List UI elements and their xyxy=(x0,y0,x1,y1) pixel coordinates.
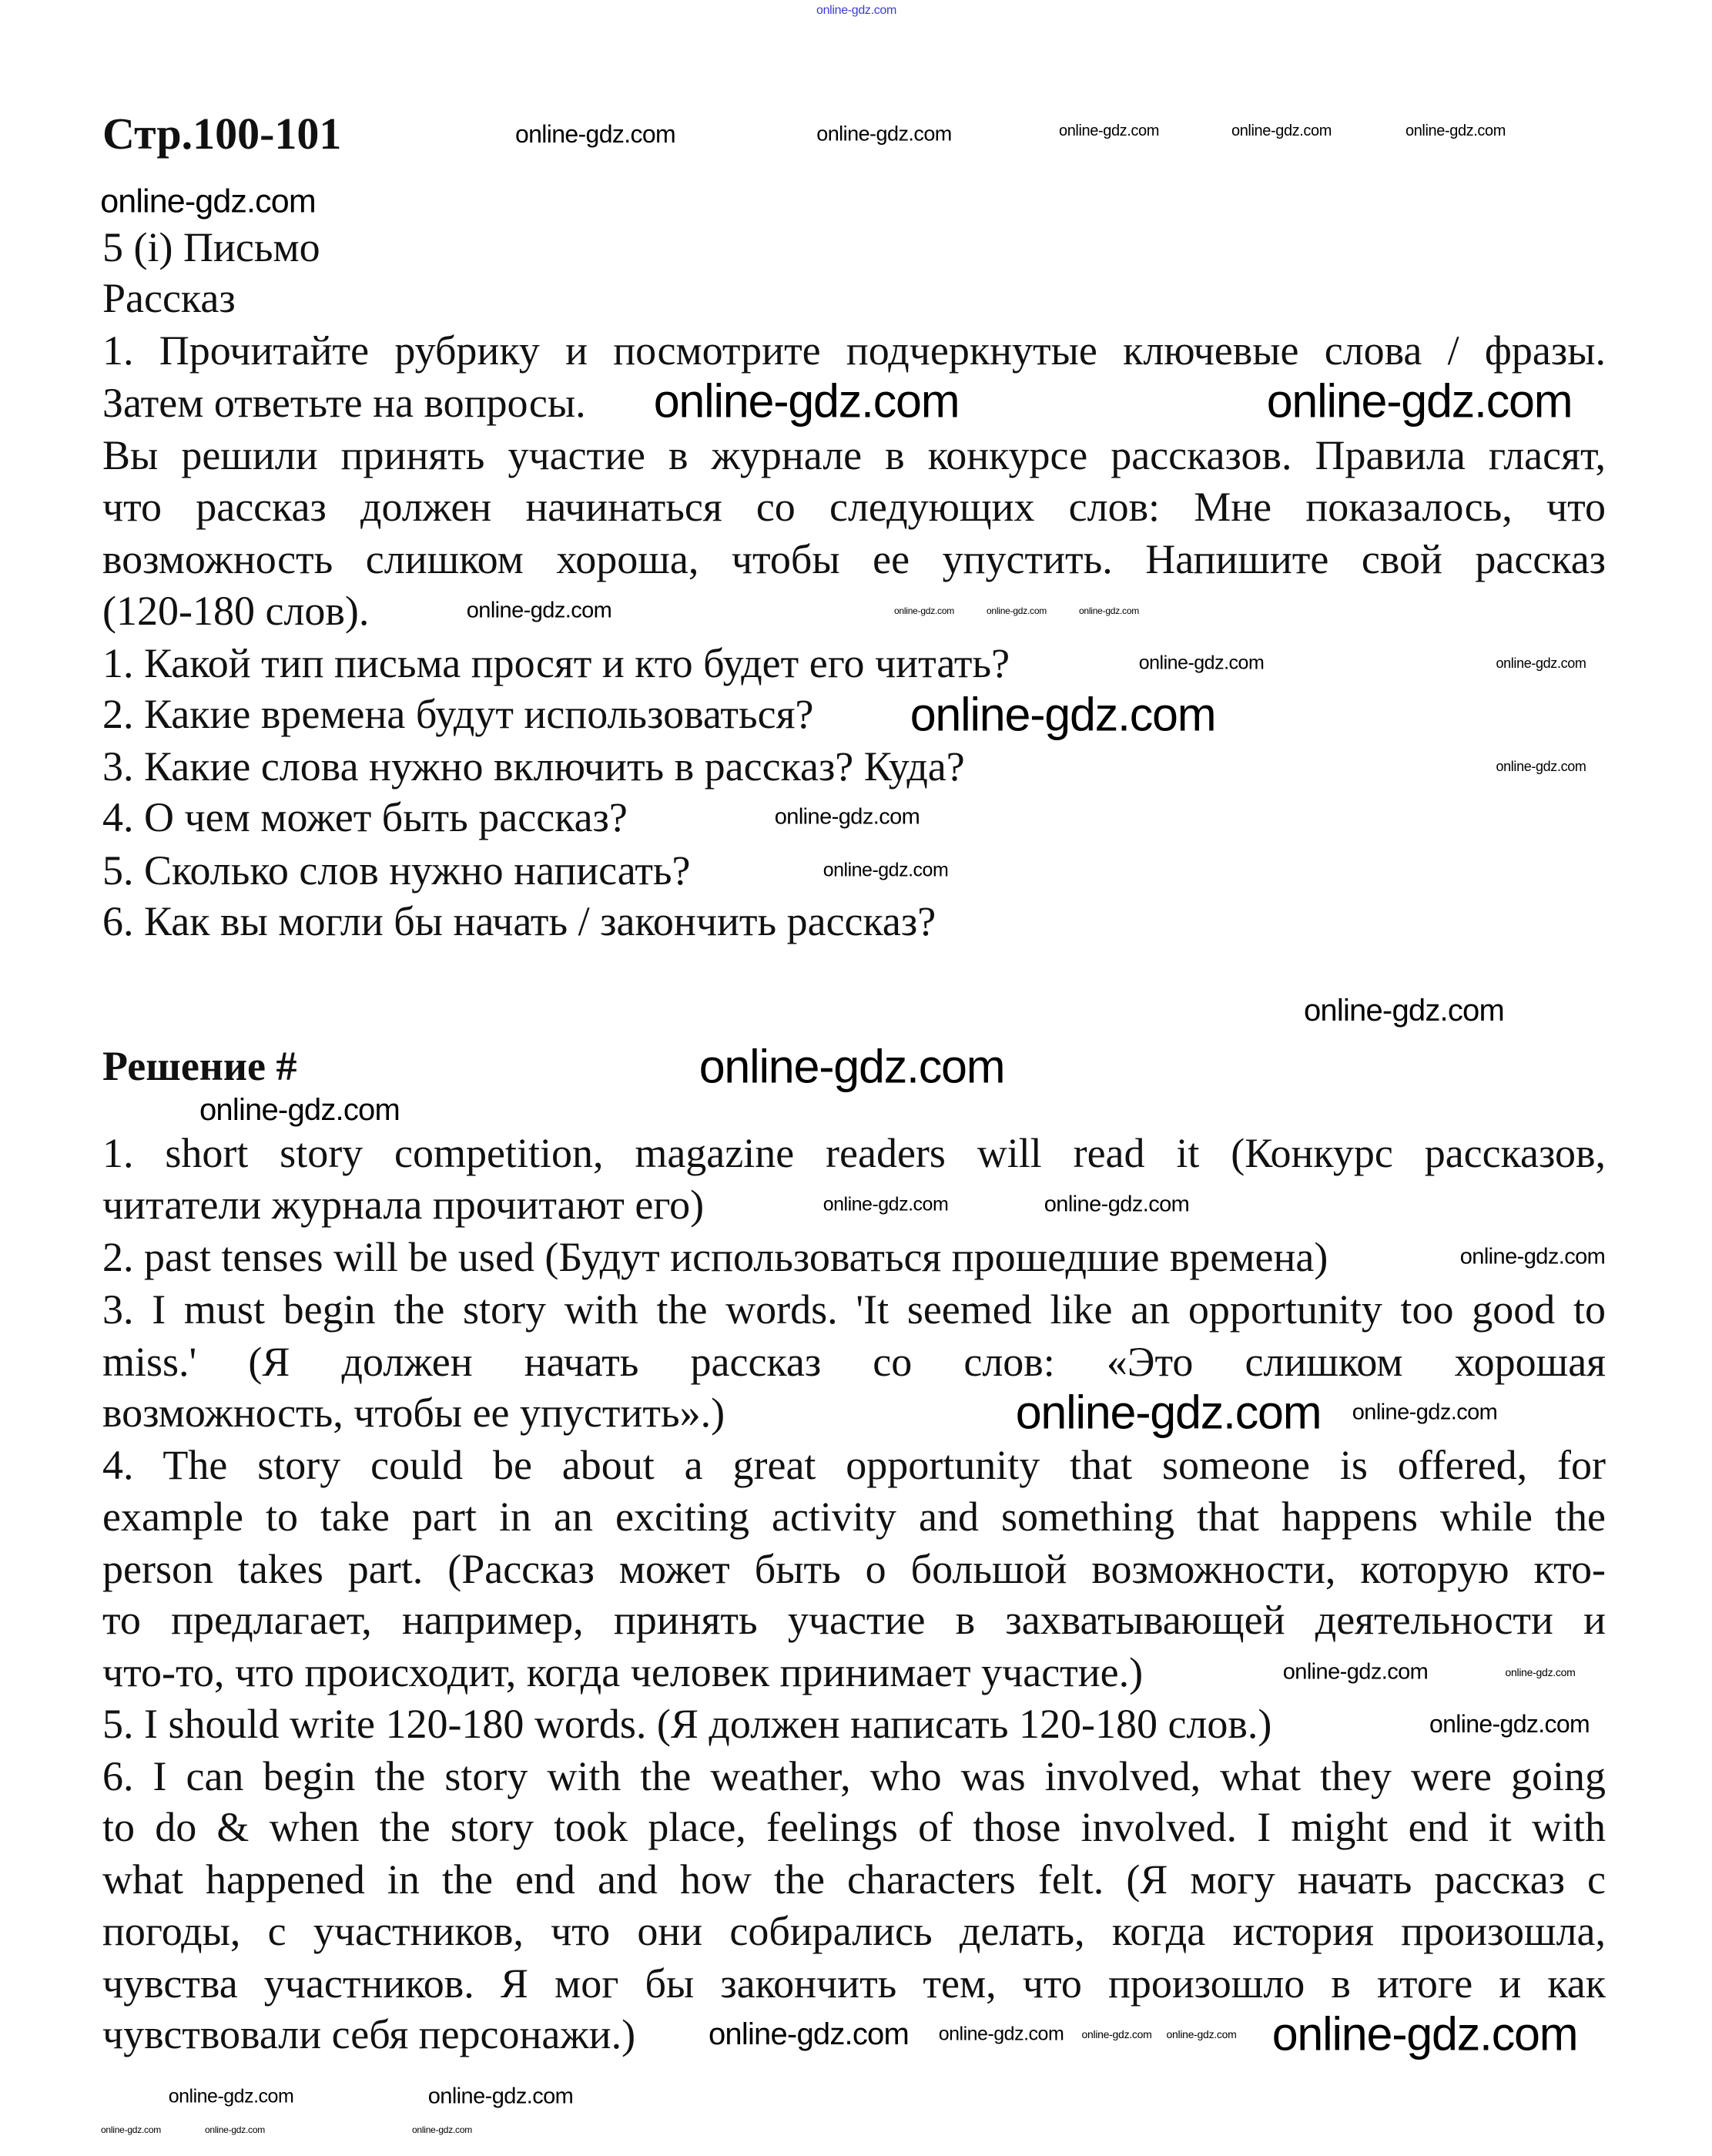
solution-line: чувствовали себя персонажи.) xyxy=(102,2011,636,2057)
watermark: online-gdz.com xyxy=(1081,2028,1152,2040)
watermark: online-gdz.com xyxy=(100,2124,162,2135)
solution-line: 2. past tenses will be used (Будут использоваться прошедшие времена) xyxy=(102,1234,1328,1280)
watermark: online-gdz.com xyxy=(910,688,1216,741)
watermark: online-gdz.com xyxy=(822,1193,949,1215)
watermark: online-gdz.com xyxy=(1015,1386,1322,1439)
watermark: online-gdz.com xyxy=(893,605,955,616)
watermark: online-gdz.com xyxy=(653,374,960,428)
task-line: Вы решили принять участие в журнале в конкурсе рассказов. Правила гласят, xyxy=(102,432,1606,478)
watermark: online-gdz.com xyxy=(816,122,952,146)
watermark: online-gdz.com xyxy=(514,120,676,148)
watermark: online-gdz.com xyxy=(699,1040,1005,1093)
watermark: online-gdz.com xyxy=(1303,994,1505,1028)
solution-line: 3. I must begin the story with the words. 'It seemed like an opportunity too good to xyxy=(102,1286,1606,1333)
watermark: online-gdz.com xyxy=(1352,1400,1498,1425)
watermark: online-gdz.com xyxy=(1271,2007,1578,2060)
solution-line: читатели журнала прочитают его) xyxy=(102,1182,705,1228)
task-line: 1. Прочитайте рубрику и посмотрите подчеркнутые ключевые слова / фразы. xyxy=(102,327,1606,374)
task-line: 1. Какой тип письма просят и кто будет его читать? xyxy=(102,640,1010,686)
solution-line: 5. I should write 120-180 words. (Я должен написать 120-180 слов.) xyxy=(102,1701,1272,1747)
watermark: online-gdz.com xyxy=(168,2085,294,2107)
watermark: online-gdz.com xyxy=(427,2084,574,2109)
watermark: online-gdz.com xyxy=(1266,374,1573,428)
solution-line: возможность, чтобы ее упустить».) xyxy=(102,1390,725,1436)
watermark: online-gdz.com xyxy=(199,1093,400,1127)
watermark: online-gdz.com xyxy=(1282,1659,1429,1685)
watermark: online-gdz.com xyxy=(100,183,316,220)
task-line: Затем ответьте на вопросы. xyxy=(102,380,586,426)
watermark: online-gdz.com xyxy=(1138,652,1265,674)
solution-line: что-то, что происходит, когда человек принимает участие.) xyxy=(102,1649,1144,1695)
task-line: 6. Как вы могли бы начать / закончить рассказ? xyxy=(102,898,936,944)
solution-line: what happened in the end and how the characters felt. (Я могу начать рассказ с xyxy=(102,1856,1606,1903)
watermark: online-gdz.com xyxy=(816,4,897,17)
solution-line: 4. The story could be about a great opportunity that someone is offered, for xyxy=(102,1442,1606,1488)
page-title: Стр.100-101 xyxy=(102,109,342,159)
watermark: online-gdz.com xyxy=(1496,656,1586,671)
solution-line: 6. I can begin the story with the weather, who was involved, what they were going xyxy=(102,1753,1606,1799)
task-title: 5 (i) Письмо xyxy=(102,224,320,270)
task-line: что рассказ должен начинаться со следующих слов: Мне показалось, что xyxy=(102,484,1606,530)
watermark: online-gdz.com xyxy=(1405,122,1506,139)
task-line: возможность слишком хороша, чтобы ее упустить. Напишите свой рассказ xyxy=(102,536,1606,582)
task-line: 4. О чем может быть рассказ? xyxy=(102,794,628,840)
watermark: online-gdz.com xyxy=(204,2124,266,2135)
task-line: (120-180 слов). xyxy=(102,588,370,634)
watermark: online-gdz.com xyxy=(1231,122,1332,139)
watermark: online-gdz.com xyxy=(1078,605,1140,616)
watermark: online-gdz.com xyxy=(822,859,949,881)
watermark: online-gdz.com xyxy=(1058,122,1160,139)
watermark: online-gdz.com xyxy=(938,2023,1064,2045)
watermark: online-gdz.com xyxy=(986,605,1047,616)
solution-line: person takes part. (Рассказ может быть о большой возможности, которую кто- xyxy=(102,1546,1606,1592)
watermark: online-gdz.com xyxy=(1459,1244,1606,1269)
solution-line: to do & when the story took place, feelings of those involved. I might end it with xyxy=(102,1804,1606,1850)
solution-line: чувства участников. Я мог бы закончить тем, что произошло в итоге и как xyxy=(102,1960,1606,2007)
solution-line: miss.' (Я должен начать рассказ со слов: «Это слишком хорошая xyxy=(102,1339,1606,1385)
task-line: 3. Какие слова нужно включить в рассказ? Куда? xyxy=(102,743,965,790)
watermark: online-gdz.com xyxy=(1429,1710,1590,1738)
watermark: online-gdz.com xyxy=(1044,1192,1190,1217)
watermark: online-gdz.com xyxy=(774,804,920,830)
solution-line: example to take part in an exciting activity and something that happens while the xyxy=(102,1494,1606,1540)
watermark: online-gdz.com xyxy=(1166,2028,1237,2040)
solution-line: то предлагает, например, принять участие в захватывающей деятельности и xyxy=(102,1597,1606,1643)
solution-line: погоды, с участников, что они собирались делать, когда история произошла, xyxy=(102,1908,1606,1954)
solution-line: 1. short story competition, magazine readers will read it (Конкурс рассказов, xyxy=(102,1130,1606,1176)
task-line: 2. Какие времена будут использоваться? xyxy=(102,691,814,737)
watermark: online-gdz.com xyxy=(411,2124,473,2135)
watermark: online-gdz.com xyxy=(1505,1666,1576,1678)
task-line: 5. Сколько слов нужно написать? xyxy=(102,847,691,894)
watermark: online-gdz.com xyxy=(708,2017,910,2051)
watermark: online-gdz.com xyxy=(466,598,612,623)
solution-title: Решение # xyxy=(102,1043,297,1089)
watermark: online-gdz.com xyxy=(1496,759,1586,774)
task-subtitle: Рассказ xyxy=(102,275,236,321)
